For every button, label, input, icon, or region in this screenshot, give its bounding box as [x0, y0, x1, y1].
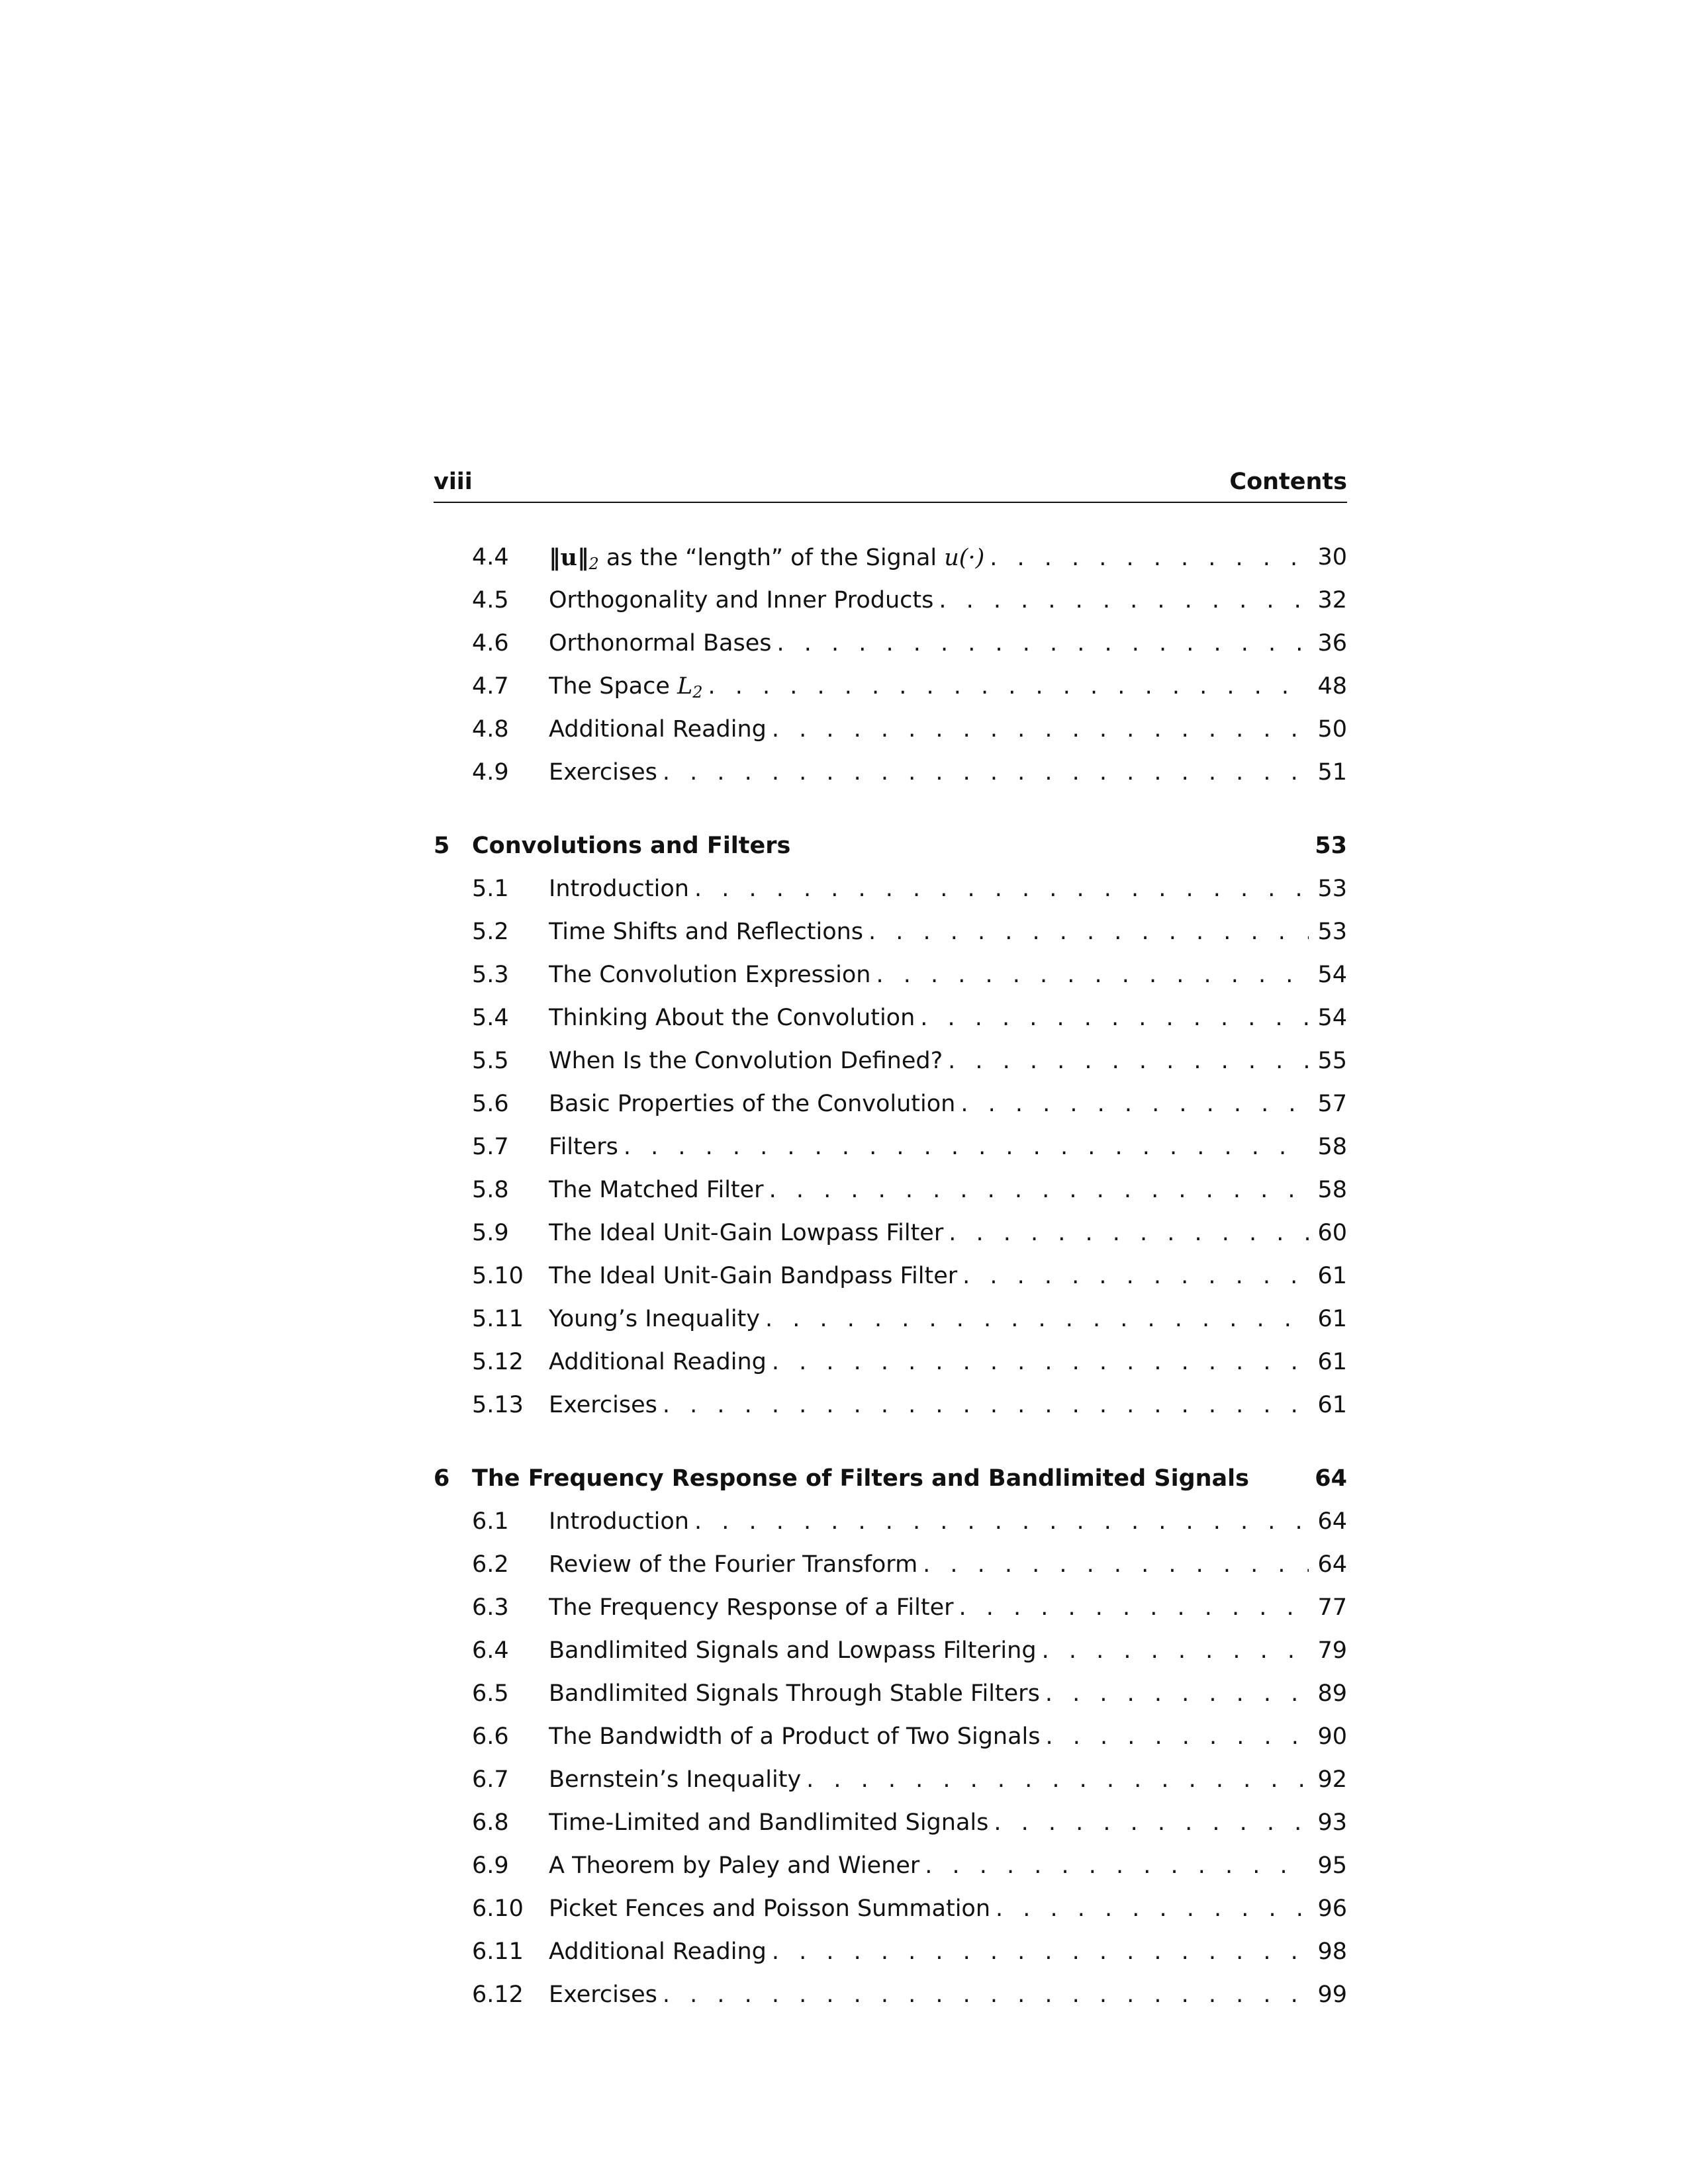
section-title	[549, 1341, 1309, 1384]
section-title	[549, 1931, 1309, 1974]
section-title	[549, 1888, 1309, 1931]
page-number: 50	[1317, 716, 1347, 743]
norm-vector-symbol: u	[560, 544, 577, 571]
toc-chapter-6[interactable]	[434, 1457, 1347, 1500]
page-number: 61	[1317, 1392, 1347, 1418]
section-number: 5.10	[472, 1263, 524, 1289]
section-title-text: Orthonormal Bases	[549, 630, 772, 657]
section-title	[549, 954, 1309, 997]
section-title	[549, 1844, 1309, 1888]
section-number: 6.10	[472, 1895, 524, 1922]
toc-entry-6-10[interactable]	[434, 1888, 1347, 1931]
section-number: 5.3	[472, 962, 509, 988]
section-title-text: Additional Reading	[549, 1349, 767, 1375]
section-number: 4.9	[472, 759, 509, 786]
section-title	[549, 1801, 1309, 1844]
toc-entry-6-3[interactable]	[434, 1586, 1347, 1629]
section-title-text: The Ideal Unit-Gain Bandpass Filter	[549, 1263, 958, 1289]
section-number: 6.6	[472, 1723, 509, 1750]
section-title-text: Time Shifts and Reflections	[549, 919, 864, 945]
toc-entry-4-8[interactable]	[434, 708, 1347, 751]
section-number: 5.13	[472, 1392, 524, 1418]
toc-entry-5-3[interactable]	[434, 954, 1347, 997]
section-number: 5.2	[472, 919, 509, 945]
section-title	[549, 622, 1309, 665]
page-folio: viii	[434, 469, 473, 495]
chapter-5-sections	[434, 868, 1347, 1427]
space-subscript: 2	[692, 683, 703, 702]
toc-chapter-5[interactable]	[434, 825, 1347, 868]
page-number: 64	[1317, 1551, 1347, 1578]
section-number: 6.4	[472, 1637, 509, 1664]
page-number: 90	[1317, 1723, 1347, 1750]
toc-entry-4-6[interactable]	[434, 622, 1347, 665]
page-number: 57	[1317, 1091, 1347, 1117]
toc-entry-5-4[interactable]	[434, 997, 1347, 1040]
section-title-text: The Space	[549, 673, 678, 700]
chapter-number: 6	[434, 1465, 450, 1492]
section-title-text: The Bandwidth of a Product of Two Signals	[549, 1723, 1041, 1750]
section-title-text: Orthogonality and Inner Products	[549, 587, 934, 614]
section-title	[549, 1672, 1309, 1715]
section-title	[549, 1212, 1309, 1255]
section-title-text: Review of the Fourier Transform	[549, 1551, 918, 1578]
toc-entry-5-7[interactable]	[434, 1126, 1347, 1169]
section-number: 6.7	[472, 1766, 509, 1793]
chapter-number: 5	[434, 833, 450, 859]
toc-entry-5-12[interactable]	[434, 1341, 1347, 1384]
section-title-text: Filters	[549, 1134, 618, 1160]
toc-entry-5-8[interactable]	[434, 1169, 1347, 1212]
norm-open-symbol: ‖	[549, 544, 561, 571]
toc-entry-6-5[interactable]	[434, 1672, 1347, 1715]
section-number: 5.12	[472, 1349, 524, 1375]
section-title-text: Bandlimited Signals and Lowpass Filtering	[549, 1637, 1037, 1664]
page-number: 53	[1317, 876, 1347, 902]
page-number: 55	[1317, 1048, 1347, 1074]
section-title-text: Picket Fences and Poisson Summation	[549, 1895, 991, 1922]
toc-entry-4-5[interactable]	[434, 579, 1347, 622]
page-number: 95	[1317, 1852, 1347, 1879]
section-title	[549, 751, 1309, 794]
section-title-text: When Is the Convolution Defined?	[549, 1048, 943, 1074]
page-number: 54	[1317, 1005, 1347, 1031]
chapter-title: The Frequency Response of Filters and Bandlimited Signals	[472, 1465, 1249, 1492]
page-number: 51	[1317, 759, 1347, 786]
page-number: 36	[1317, 630, 1347, 657]
toc-entry-6-12[interactable]	[434, 1974, 1347, 2017]
norm-close-symbol: ‖	[577, 544, 589, 571]
section-number: 6.5	[472, 1680, 509, 1707]
page-number: 92	[1317, 1766, 1347, 1793]
signal-argument: (·)	[959, 545, 985, 571]
section-title-text: The Frequency Response of a Filter	[549, 1594, 954, 1621]
running-title: Contents	[1229, 469, 1347, 495]
section-title-text: Exercises	[549, 1392, 657, 1418]
section-number: 4.6	[472, 630, 509, 657]
section-title-text: Basic Properties of the Convolution	[549, 1091, 956, 1117]
section-number: 5.4	[472, 1005, 509, 1031]
section-title	[549, 1083, 1309, 1126]
section-number: 6.3	[472, 1594, 509, 1621]
toc-entry-6-7[interactable]	[434, 1758, 1347, 1801]
page-number: 32	[1317, 587, 1347, 614]
section-title-text: The Convolution Expression	[549, 962, 871, 988]
section-title-text: A Theorem by Paley and Wiener	[549, 1852, 920, 1879]
section-title-text: Young’s Inequality	[549, 1306, 760, 1332]
page-number: 60	[1317, 1220, 1347, 1246]
section-title	[549, 536, 1309, 579]
norm-subscript: 2	[588, 555, 599, 573]
page-number: 96	[1317, 1895, 1347, 1922]
section-title-text: The Matched Filter	[549, 1177, 764, 1203]
section-title-text: Introduction	[549, 876, 689, 902]
page-number: 58	[1317, 1134, 1347, 1160]
section-title-text: Exercises	[549, 759, 657, 786]
table-of-contents	[434, 536, 1347, 2017]
chapter-6-sections	[434, 1500, 1347, 2017]
toc-entry-6-4[interactable]	[434, 1629, 1347, 1672]
section-title	[549, 1543, 1309, 1586]
section-title	[549, 997, 1309, 1040]
section-number: 4.7	[472, 673, 509, 700]
toc-entry-5-11[interactable]	[434, 1298, 1347, 1341]
page-number: 79	[1317, 1637, 1347, 1664]
section-number: 5.9	[472, 1220, 509, 1246]
section-number: 4.4	[472, 544, 509, 570]
section-number: 6.9	[472, 1852, 509, 1879]
section-title	[549, 1255, 1309, 1298]
toc-entry-5-13[interactable]	[434, 1384, 1347, 1427]
section-title-text: Introduction	[549, 1508, 689, 1535]
section-number: 5.8	[472, 1177, 509, 1203]
section-title	[549, 911, 1309, 954]
section-title-text: The Ideal Unit-Gain Lowpass Filter	[549, 1220, 944, 1246]
page-number: 93	[1317, 1809, 1347, 1836]
section-title-text: Thinking About the Convolution	[549, 1005, 915, 1031]
section-number: 5.5	[472, 1048, 509, 1074]
section-number: 4.5	[472, 587, 509, 614]
section-number: 5.1	[472, 876, 509, 902]
page-number: 61	[1317, 1349, 1347, 1375]
toc-entry-6-9[interactable]	[434, 1844, 1347, 1888]
section-title	[549, 868, 1309, 911]
page-number: 61	[1317, 1263, 1347, 1289]
toc-entry-6-8[interactable]	[434, 1801, 1347, 1844]
signal-symbol: u	[944, 545, 959, 571]
section-title-text: Time-Limited and Bandlimited Signals	[549, 1809, 989, 1836]
section-title-text: Exercises	[549, 1981, 657, 2008]
toc-entry-5-1[interactable]	[434, 868, 1347, 911]
page-number: 77	[1317, 1594, 1347, 1621]
section-number: 5.6	[472, 1091, 509, 1117]
section-number: 6.8	[472, 1809, 509, 1836]
toc-entry-4-9[interactable]	[434, 751, 1347, 794]
section-title-text: Bandlimited Signals Through Stable Filters	[549, 1680, 1040, 1707]
page-number: 98	[1317, 1938, 1347, 1965]
page-number: 61	[1317, 1306, 1347, 1332]
chapter-page-number: 64	[1315, 1465, 1347, 1492]
toc-entry-4-4[interactable]	[434, 536, 1347, 579]
section-title	[549, 1629, 1309, 1672]
page-number: 89	[1317, 1680, 1347, 1707]
toc-entry-6-11[interactable]	[434, 1931, 1347, 1974]
section-title	[549, 1384, 1309, 1427]
section-title	[549, 1758, 1309, 1801]
page-number: 48	[1317, 673, 1347, 700]
section-title	[549, 665, 1309, 708]
page-number: 64	[1317, 1508, 1347, 1535]
chapter-title: Convolutions and Filters	[472, 833, 791, 859]
section-number: 6.1	[472, 1508, 509, 1535]
section-title	[549, 1126, 1309, 1169]
section-title	[549, 579, 1309, 622]
page-number: 54	[1317, 962, 1347, 988]
section-title-text: Bernstein’s Inequality	[549, 1766, 802, 1793]
toc-entry-5-6[interactable]	[434, 1083, 1347, 1126]
page-number: 53	[1317, 919, 1347, 945]
chapter-page-number: 53	[1315, 833, 1347, 859]
section-number: 6.12	[472, 1981, 524, 2008]
section-number: 6.11	[472, 1938, 524, 1965]
page-number: 99	[1317, 1981, 1347, 2008]
toc-entry-5-2[interactable]	[434, 911, 1347, 954]
page-number: 58	[1317, 1177, 1347, 1203]
section-title-text: Additional Reading	[549, 716, 767, 743]
section-title-text: Additional Reading	[549, 1938, 767, 1965]
section-title	[549, 1715, 1309, 1758]
section-number: 5.11	[472, 1306, 524, 1332]
section-title	[549, 708, 1309, 751]
section-title	[549, 1298, 1309, 1341]
section-number: 4.8	[472, 716, 509, 743]
toc-entry-5-9[interactable]	[434, 1212, 1347, 1255]
section-title	[549, 1586, 1309, 1629]
section-number: 6.2	[472, 1551, 509, 1578]
section-title	[549, 1040, 1309, 1083]
toc-entry-6-2[interactable]	[434, 1543, 1347, 1586]
section-title	[549, 1500, 1309, 1543]
toc-entry-4-7[interactable]	[434, 665, 1347, 708]
section-title-text: as the “length” of the Signal	[598, 545, 945, 571]
toc-entry-6-6[interactable]	[434, 1715, 1347, 1758]
section-title	[549, 1974, 1309, 2017]
section-number: 5.7	[472, 1134, 509, 1160]
toc-entry-5-10[interactable]	[434, 1255, 1347, 1298]
space-symbol: L	[677, 673, 693, 700]
page-header	[434, 469, 1347, 503]
toc-entry-5-5[interactable]	[434, 1040, 1347, 1083]
page-number: 30	[1317, 544, 1347, 570]
section-title	[549, 1169, 1309, 1212]
toc-entry-6-1[interactable]	[434, 1500, 1347, 1543]
